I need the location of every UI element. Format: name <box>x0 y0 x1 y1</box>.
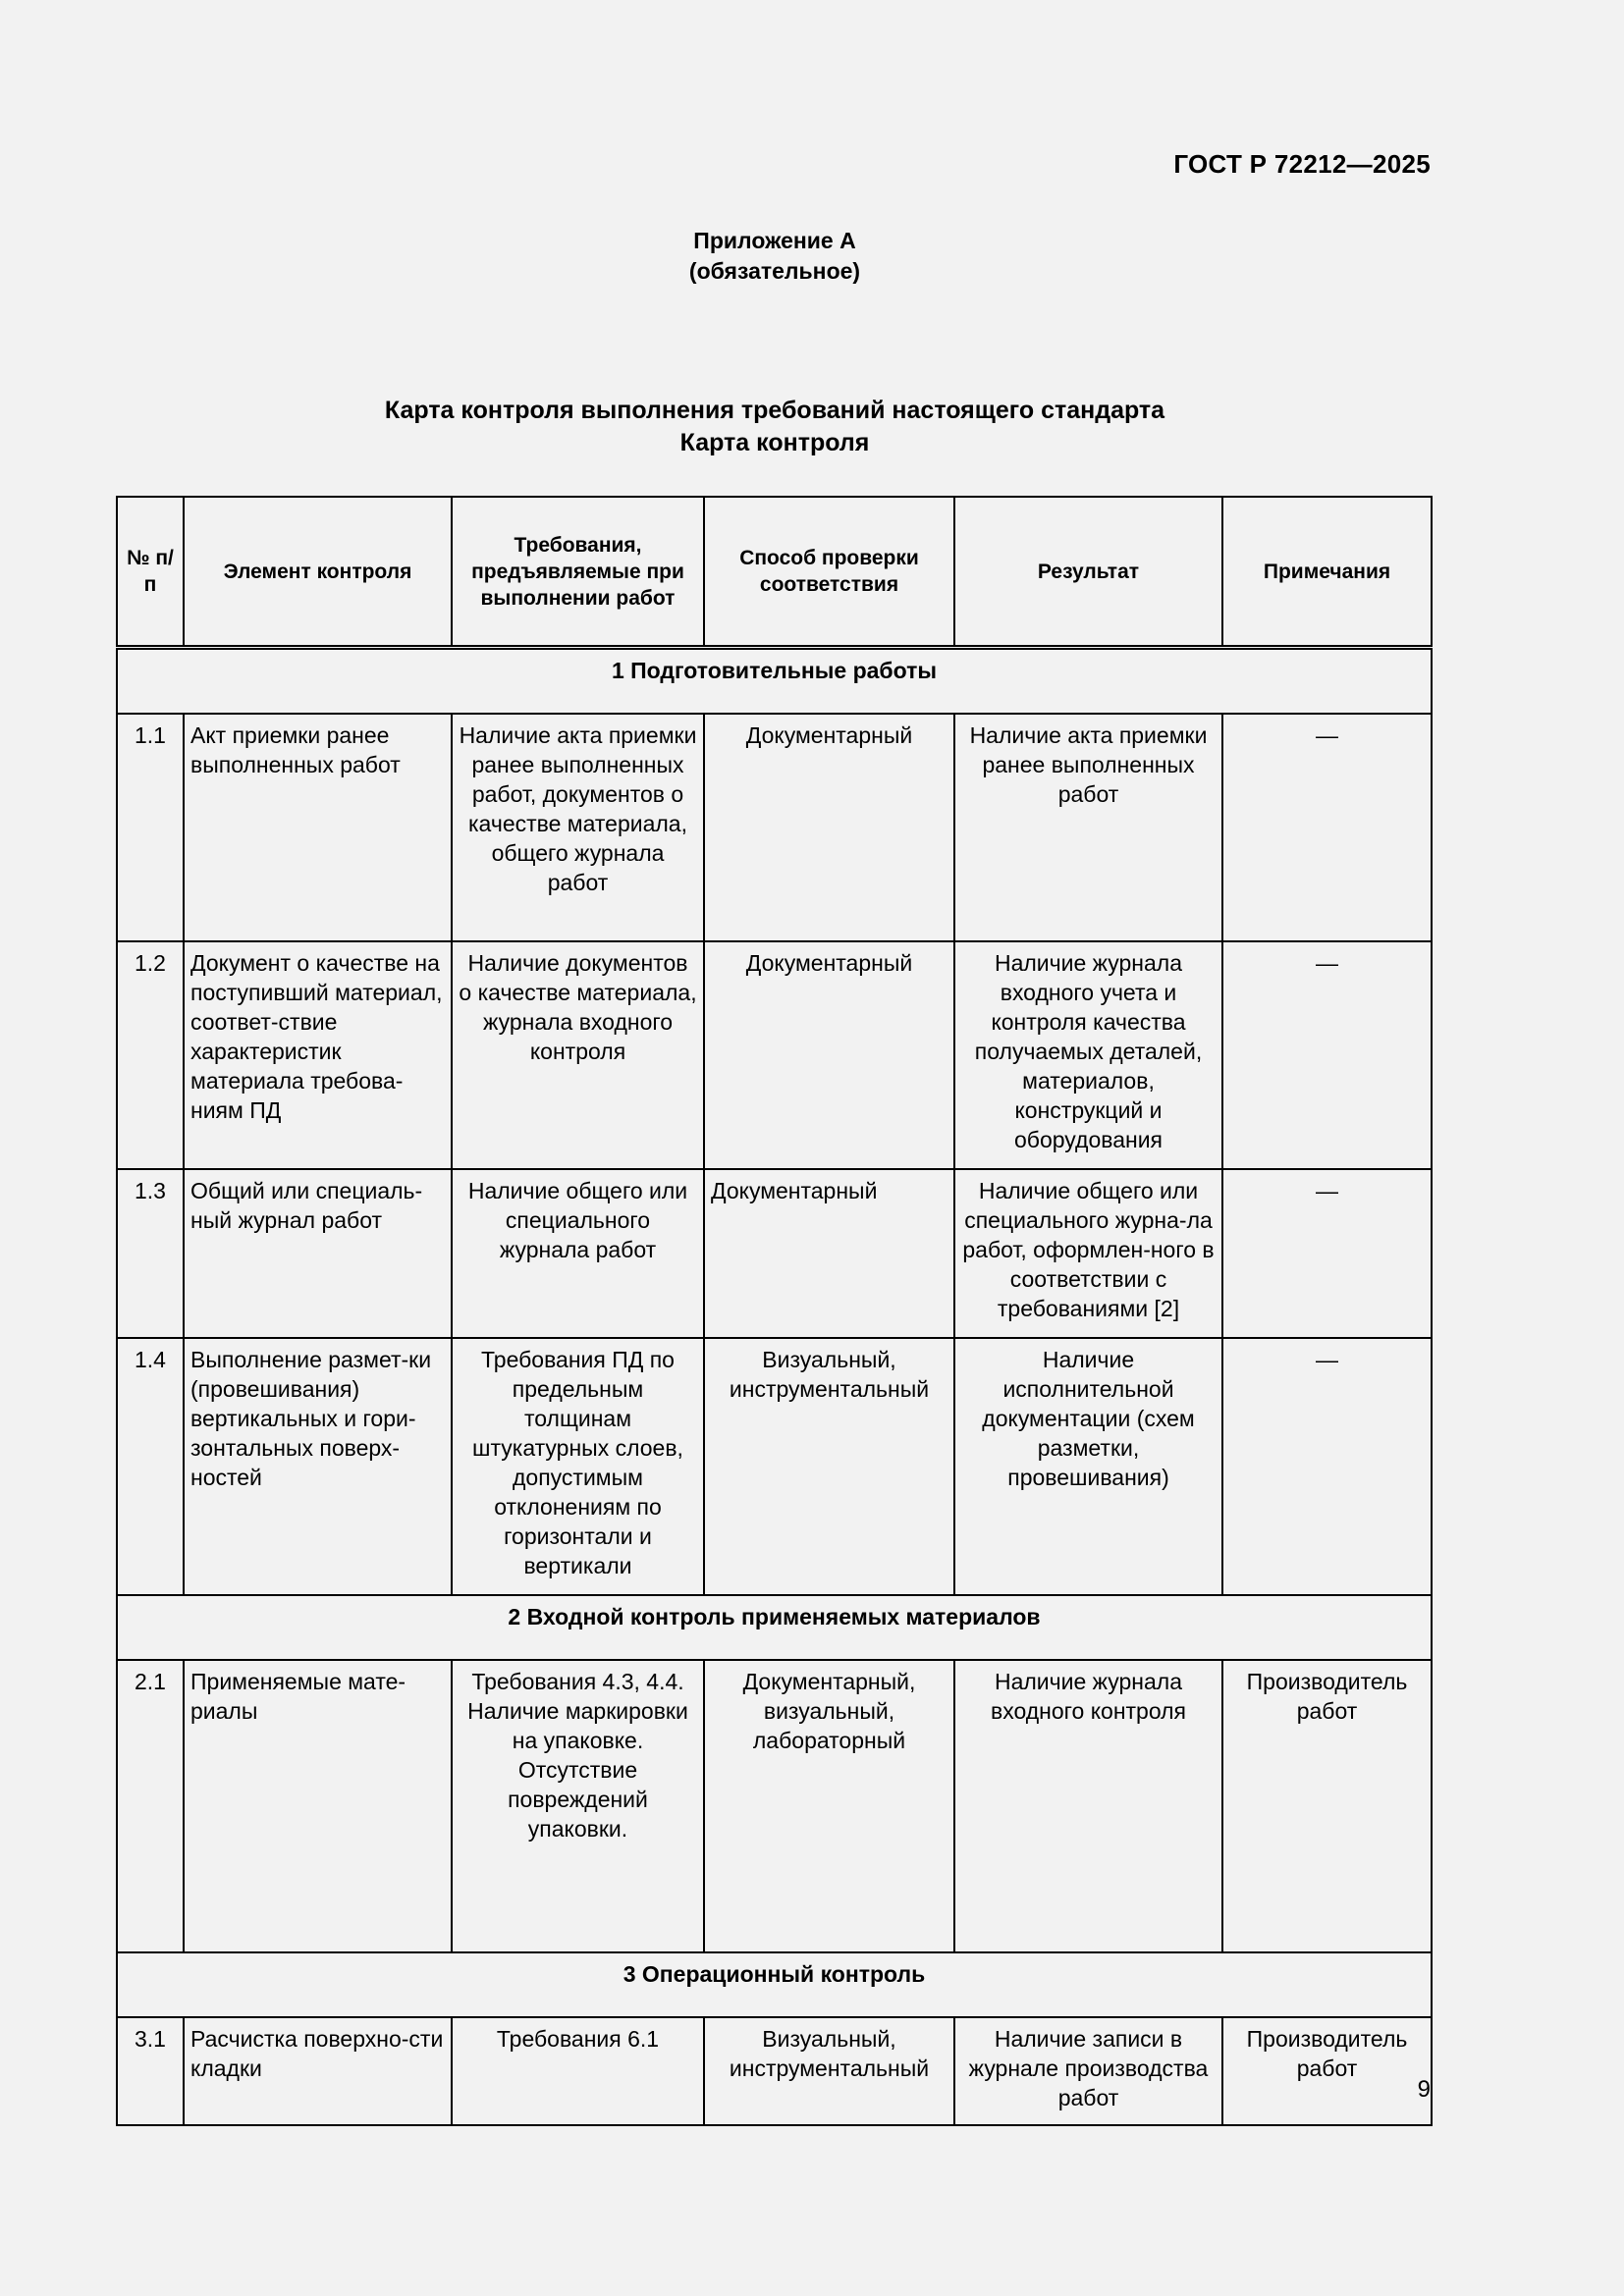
header-requirements: Требования, предъявляемые при выполнении работ <box>452 497 704 648</box>
check-method: Документарный, визуальный, лабораторный <box>704 1660 954 1952</box>
row-number: 1.2 <box>117 941 184 1169</box>
result: Наличие записи в журнале производства работ <box>954 2017 1222 2125</box>
requirements: Требования 4.3, 4.4. Наличие маркировки на упаковке. Отсутствие повреждений упаковки. <box>452 1660 704 1952</box>
control-element: Выполнение размет-ки (провешивания) вертикальных и гори-зонтальных поверх-ностей <box>184 1338 452 1595</box>
control-element: Акт приемки ранее выполненных работ <box>184 714 452 941</box>
table-row <box>117 1660 1432 1952</box>
row-number: 3.1 <box>117 2017 184 2125</box>
appendix-heading <box>0 226 1549 287</box>
note: — <box>1222 941 1432 1169</box>
page-number: 9 <box>1417 2076 1431 2103</box>
header-element: Элемент контроля <box>184 497 452 648</box>
section-row <box>117 1952 1432 2017</box>
table-header-row <box>117 497 1432 648</box>
result: Наличие акта приемки ранее выполненных работ <box>954 714 1222 941</box>
note: Производитель работ <box>1222 1660 1432 1952</box>
header-result: Результат <box>954 497 1222 648</box>
requirements: Наличие документов о качестве материала, журнала входного контроля <box>452 941 704 1169</box>
control-element: Общий или специаль-ный журнал работ <box>184 1169 452 1338</box>
row-number: 1.1 <box>117 714 184 941</box>
requirements: Наличие общего или специального журнала работ <box>452 1169 704 1338</box>
check-method: Документарный <box>704 1169 954 1338</box>
control-map-table <box>116 496 1433 2126</box>
appendix-title: Приложение А <box>693 228 856 253</box>
section-title: 1 Подготовительные работы <box>117 648 1432 715</box>
result: Наличие исполнительной документации (схем разметки, провешивания) <box>954 1338 1222 1595</box>
document-code: ГОСТ Р 72212—2025 <box>1173 149 1431 179</box>
section-title: 2 Входной контроль применяемых материалов <box>117 1595 1432 1660</box>
note: Производитель работ <box>1222 2017 1432 2125</box>
section-row <box>117 1595 1432 1660</box>
row-number: 1.3 <box>117 1169 184 1338</box>
control-map-title <box>0 395 1549 459</box>
header-method: Способ проверки соответствия <box>704 497 954 648</box>
result: Наличие общего или специального журна-ла работ, оформлен-ного в соответствии с требованиями [2] <box>954 1169 1222 1338</box>
table-row <box>117 1169 1432 1338</box>
check-method: Документарный <box>704 941 954 1169</box>
header-num: № п/п <box>117 497 184 648</box>
control-element: Документ о качестве на поступивший материал, соответ-ствие характеристик материала требова-ниям ПД <box>184 941 452 1169</box>
table-row <box>117 1338 1432 1595</box>
section-title: 3 Операционный контроль <box>117 1952 1432 2017</box>
requirements: Наличие акта приемки ранее выполненных работ, документов о качестве материала, общего журнала работ <box>452 714 704 941</box>
result: Наличие журнала входного контроля <box>954 1660 1222 1952</box>
note: — <box>1222 1169 1432 1338</box>
table-body <box>117 648 1432 2126</box>
control-element: Расчистка поверхно-сти кладки <box>184 2017 452 2125</box>
requirements: Требования 6.1 <box>452 2017 704 2125</box>
section-row <box>117 648 1432 715</box>
requirements: Требования ПД по предельным толщинам штукатурных слоев, допустимым отклонениям по горизонтали и вертикали <box>452 1338 704 1595</box>
table-row <box>117 2017 1432 2125</box>
result: Наличие журнала входного учета и контроля качества получаемых деталей, материалов, конструкций и оборудования <box>954 941 1222 1169</box>
control-element: Применяемые мате-риалы <box>184 1660 452 1952</box>
control-map-title-line2: Карта контроля <box>679 429 870 456</box>
note: — <box>1222 714 1432 941</box>
note: — <box>1222 1338 1432 1595</box>
appendix-status: (обязательное) <box>688 258 861 284</box>
row-number: 2.1 <box>117 1660 184 1952</box>
row-number: 1.4 <box>117 1338 184 1595</box>
table-row <box>117 714 1432 941</box>
check-method: Визуальный, инструментальный <box>704 1338 954 1595</box>
header-notes: Примечания <box>1222 497 1432 648</box>
check-method: Документарный <box>704 714 954 941</box>
control-map-title-line1: Карта контроля выполнения требований настоящего стандарта <box>384 397 1165 424</box>
table-row <box>117 941 1432 1169</box>
check-method: Визуальный, инструментальный <box>704 2017 954 2125</box>
